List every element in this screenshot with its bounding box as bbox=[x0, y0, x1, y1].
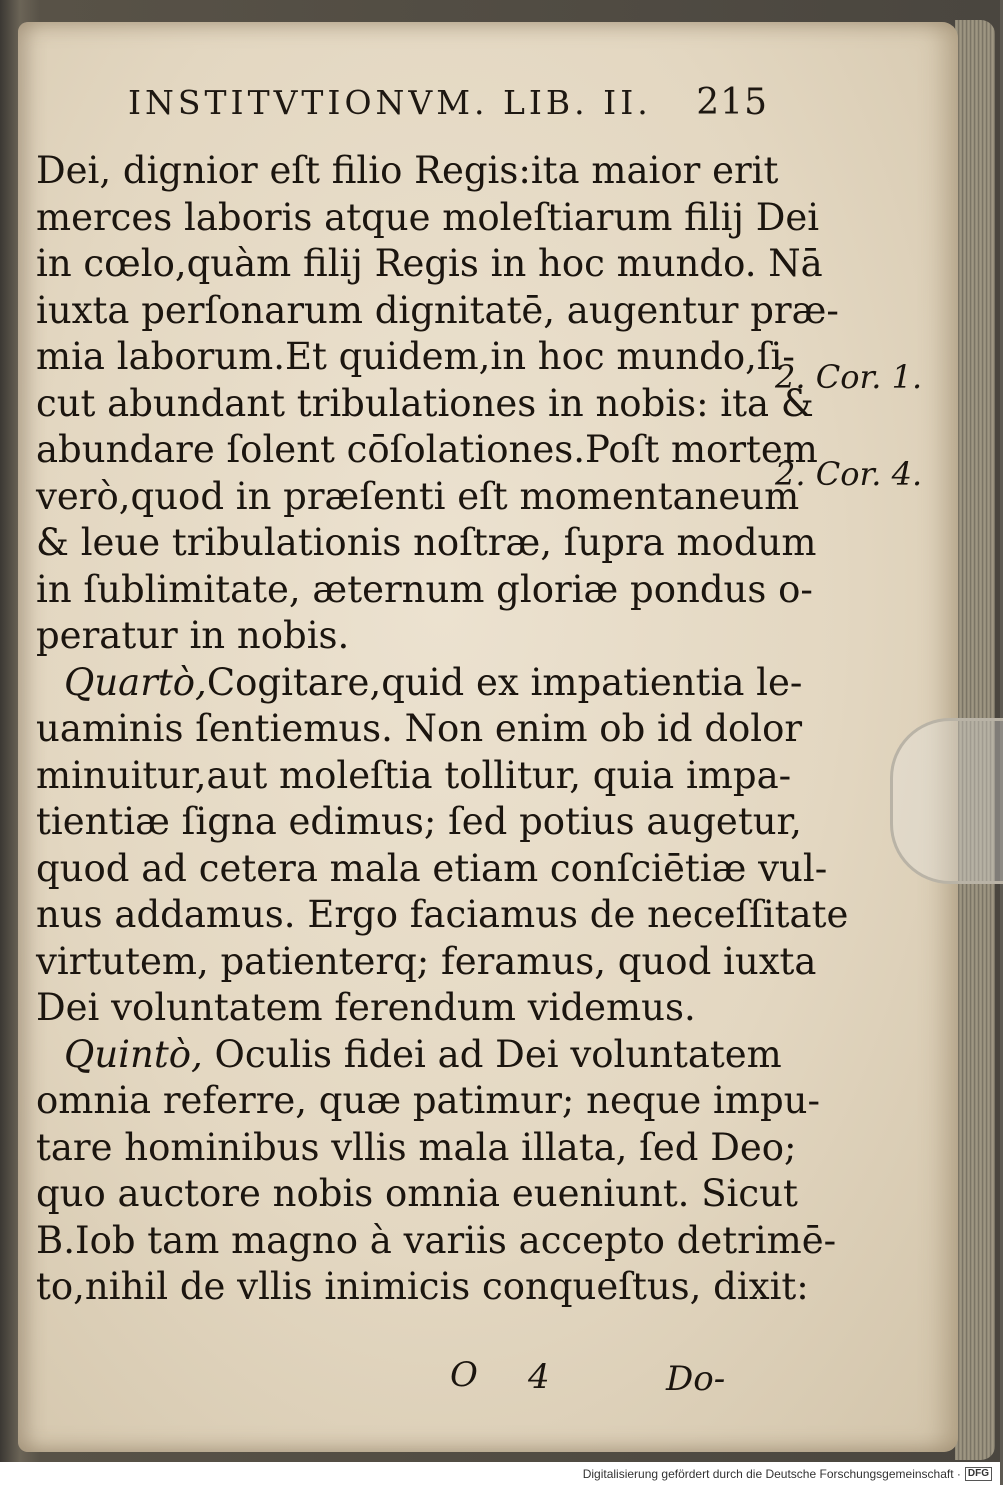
margin-note: 2. Cor. 1. bbox=[775, 358, 923, 396]
footer-credit: Digitalisierung gefördert durch die Deutsche Forschungsgemeinschaft · bbox=[582, 1466, 961, 1481]
text-line: peratur in nobis. bbox=[36, 614, 350, 657]
text-line: minuitur,aut moleſtia tollitur, quia impa- bbox=[36, 753, 792, 797]
text-line: abundare ſolent cōſolationes.Poſt mortem bbox=[36, 428, 818, 471]
text-line: virtutem, patienterq; feramus, quod iuxta bbox=[36, 939, 817, 983]
paragraph-lead-word: Quartò, bbox=[64, 660, 207, 704]
text-line: cut abundant tribulationes in nobis: ita & bbox=[36, 381, 814, 425]
text-line: nus addamus. Ergo faciamus de neceſſitate bbox=[36, 893, 849, 936]
signature-mark bbox=[450, 1355, 750, 1405]
signature-letter: O bbox=[450, 1355, 478, 1395]
text-line: tare hominibus vllis mala illata, ſed Deo; bbox=[36, 1125, 797, 1169]
text-line: Dei, dignior eſt filio Regis:ita maior erit bbox=[36, 149, 779, 192]
paragraph-first-line bbox=[36, 660, 803, 707]
text-fragment: Cogitare,quid ex impatientia le- bbox=[206, 660, 803, 704]
text-line: & leue tribulationis noſtræ, ſupra modum bbox=[36, 521, 817, 564]
running-head bbox=[128, 82, 768, 132]
margin-note: 2. Cor. 4. bbox=[775, 455, 923, 493]
catchword: Do- bbox=[666, 1359, 726, 1399]
running-head-title: INSTITVTIONVM. LIB. II. bbox=[128, 83, 652, 122]
text-line: merces laboris atque moleſtiarum filij Dei bbox=[36, 195, 820, 239]
text-line: in cœlo,quàm filij Regis in hoc mundo. Nā bbox=[36, 242, 823, 285]
text-line: omnia referre, quæ patimur; neque impu- bbox=[36, 1079, 820, 1122]
page-number: 215 bbox=[696, 82, 768, 123]
text-line: tientiæ ſigna edimus; ſed potius augetur, bbox=[36, 800, 802, 843]
text-line: mia laborum.Et quidem,in hoc mundo,ſi- bbox=[36, 335, 795, 378]
signature-number: 4 bbox=[528, 1357, 550, 1397]
text-line: uaminis ſentiemus. Non enim ob id dolor bbox=[36, 707, 803, 750]
text-line: iuxta perſonarum dignitatē, augentur præ- bbox=[36, 288, 839, 332]
text-line: to,nihil de vllis inimicis conqueſtus, dixit: bbox=[36, 1265, 809, 1308]
text-line: in ſublimitate, æternum gloriæ pondus o- bbox=[36, 567, 813, 611]
text-fragment: Oculis fidei ad Dei voluntatem bbox=[202, 1032, 782, 1076]
text-line: quod ad cetera mala etiam conſciētiæ vul- bbox=[36, 846, 828, 890]
page-clip bbox=[890, 718, 1003, 884]
text-line: B.Iob tam magno à variis accepto detrimē- bbox=[36, 1218, 837, 1262]
paragraph-first-line bbox=[36, 1032, 782, 1079]
text-line: Dei voluntatem ferendum videmus. bbox=[36, 986, 696, 1029]
text-line: quo auctore nobis omnia eueniunt. Sicut bbox=[36, 1172, 798, 1215]
text-line: verò,quod in præſenti eſt momentaneum bbox=[36, 474, 800, 518]
paragraph-lead-word: Quintò, bbox=[64, 1032, 203, 1076]
dfg-logo: DFG bbox=[965, 1467, 992, 1481]
footer-credit-bar bbox=[0, 1462, 1000, 1485]
